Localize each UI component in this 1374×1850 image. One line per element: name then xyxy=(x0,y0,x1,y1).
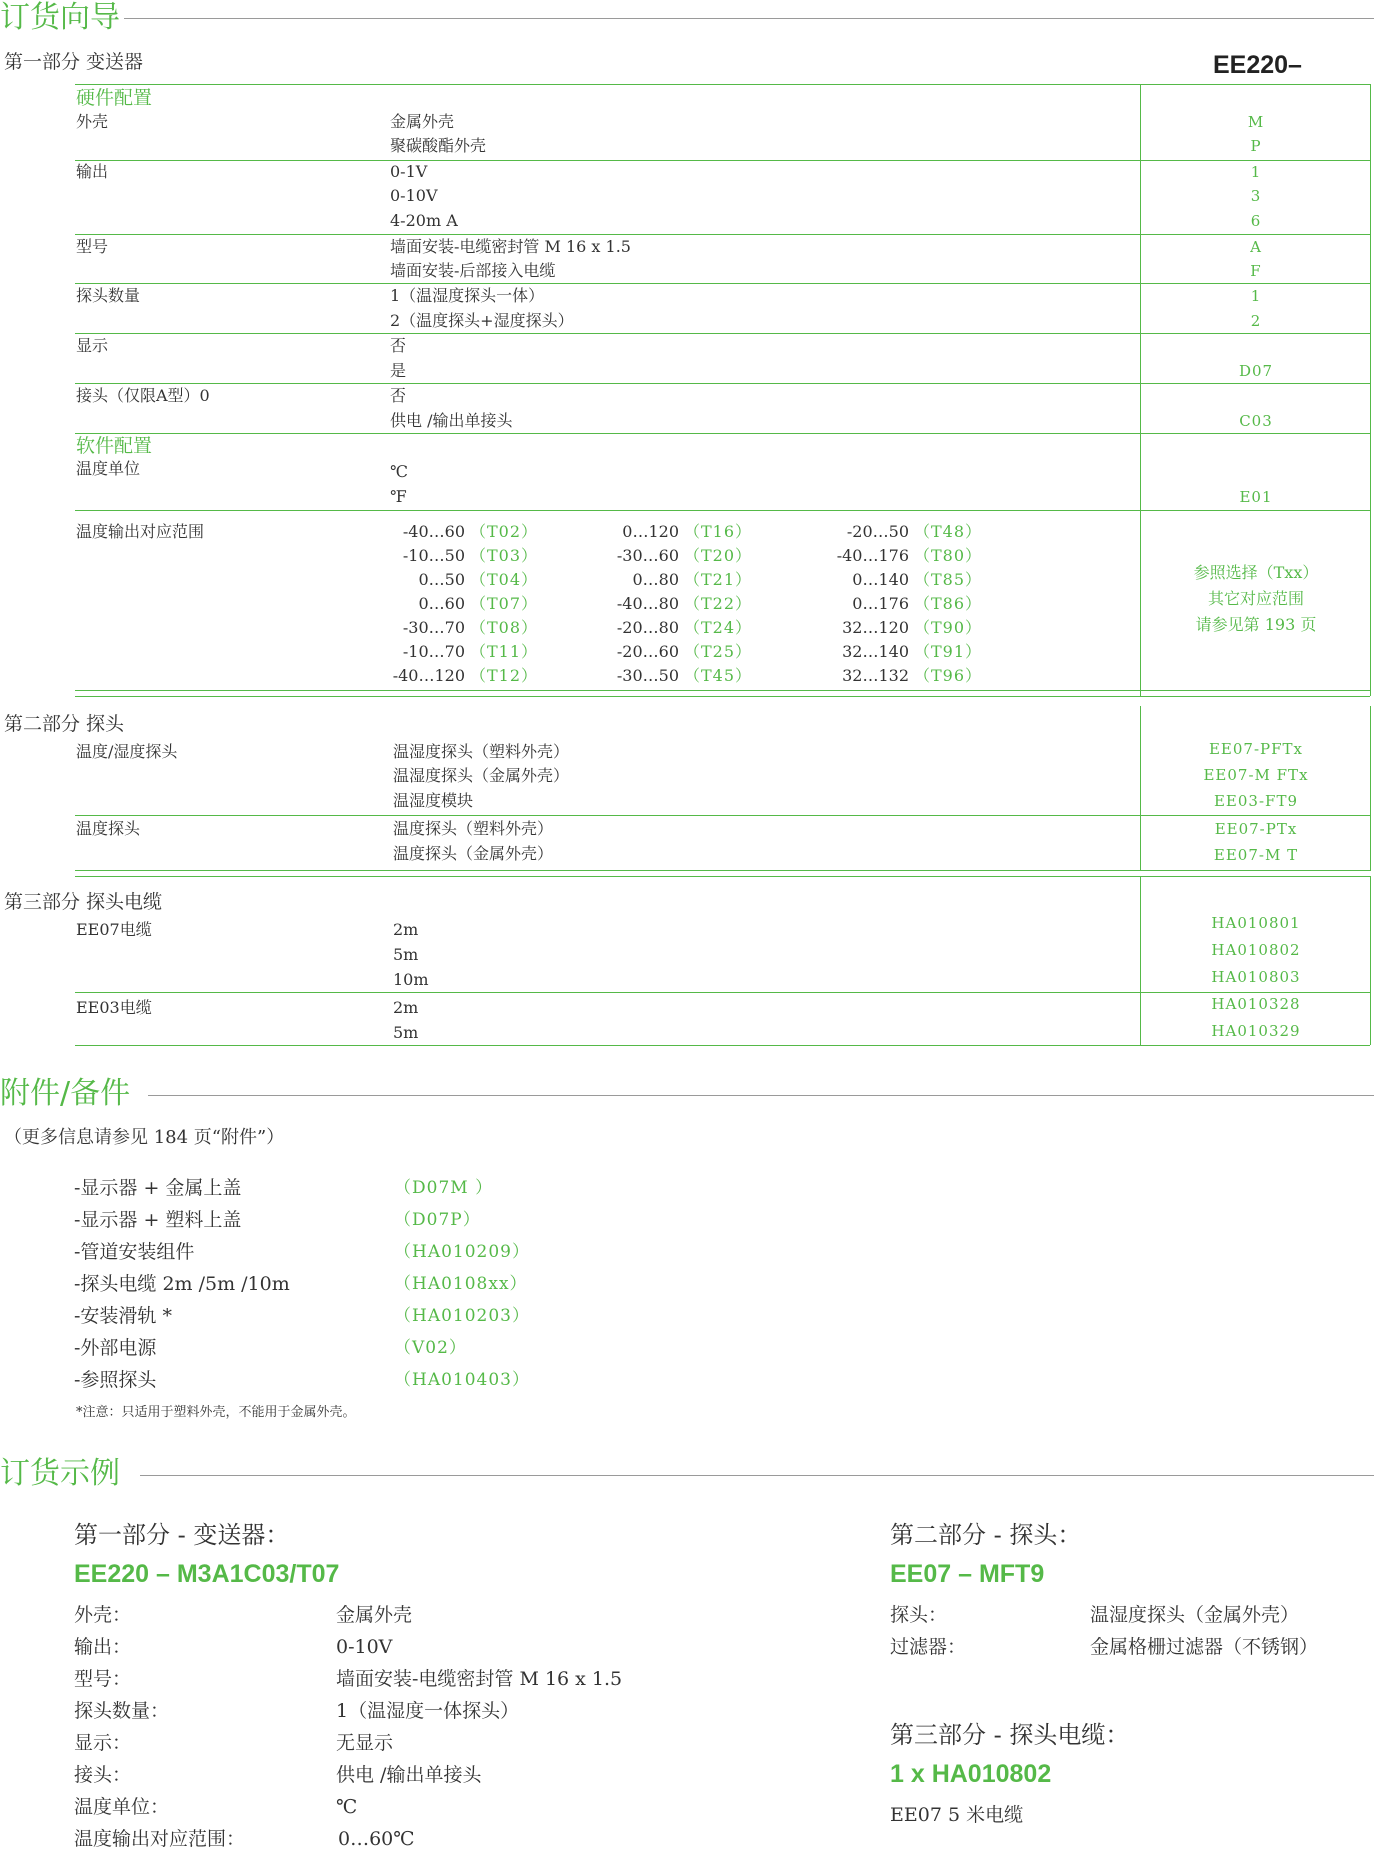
hum-probe-code: EE07-M FTx xyxy=(1203,766,1309,784)
ee07-cable-option: 5m xyxy=(393,945,419,964)
temp-probe-label: 温度探头 xyxy=(76,819,141,838)
range-value: 32…120 xyxy=(842,618,909,637)
accessories-subtitle: （更多信息请参见 184 页“附件”） xyxy=(4,1127,285,1148)
ee07-cable-label: EE07电缆 xyxy=(76,920,152,939)
connector-label: 接头（仅限A型）0 xyxy=(76,386,210,405)
range-code: （T21） xyxy=(684,570,753,589)
code-column-rule xyxy=(1140,876,1141,1045)
temp-unit-label: 温度单位 xyxy=(76,459,141,478)
probes-code: 2 xyxy=(1250,312,1262,330)
range-value: -10…70 xyxy=(402,642,465,661)
example-row-value: 无显示 xyxy=(336,1732,394,1754)
row-rule xyxy=(75,510,1370,511)
example-row-label: 过滤器： xyxy=(890,1636,967,1658)
table-rule xyxy=(75,876,1370,877)
type-option: 墙面安装-电缆密封管 M 16 x 1.5 xyxy=(390,237,631,256)
range-code: （T04） xyxy=(470,570,539,589)
display-option: 是 xyxy=(390,361,407,380)
accessory-item: -参照探头 xyxy=(74,1369,157,1391)
example-row-value: 金属格栅过滤器（不锈钢） xyxy=(1090,1636,1319,1658)
hardware-config-heading: 硬件配置 xyxy=(76,87,153,109)
part2-title: 第二部分 探头 xyxy=(4,713,125,735)
table-rule xyxy=(75,1045,1370,1046)
output-option: 4-20m A xyxy=(390,211,458,230)
accessory-code: （HA010203） xyxy=(394,1306,530,1326)
example-row-label: 温度单位： xyxy=(74,1796,170,1818)
housing-code: P xyxy=(1250,137,1262,155)
range-code: （T02） xyxy=(470,522,539,541)
row-rule xyxy=(75,815,1370,816)
example-row-label: 外壳： xyxy=(74,1604,132,1626)
accessory-item: -显示器 + 塑料上盖 xyxy=(74,1209,242,1231)
range-code: （T20） xyxy=(684,546,753,565)
temp-unit-code: E01 xyxy=(1239,488,1273,506)
example-row-value: 墙面安装-电缆密封管 M 16 x 1.5 xyxy=(336,1668,623,1690)
display-option: 否 xyxy=(390,336,407,355)
table-rule xyxy=(75,870,1370,871)
range-code: （T45） xyxy=(684,666,753,685)
range-value: -30…60 xyxy=(616,546,679,565)
range-value: 0…176 xyxy=(852,594,909,613)
connector-option: 否 xyxy=(390,386,407,405)
type-label: 型号 xyxy=(76,237,109,256)
probes-option: 2（温度探头+湿度探头） xyxy=(390,311,574,330)
row-rule xyxy=(75,992,1370,993)
example-row-value: 温湿度探头（金属外壳） xyxy=(1090,1604,1300,1626)
example-row-label: 接头： xyxy=(74,1764,132,1786)
ee07-cable-code: HA010801 xyxy=(1211,914,1301,932)
range-value: 0…60 xyxy=(418,594,465,613)
ee07-cable-code: HA010802 xyxy=(1211,941,1301,959)
output-label: 输出 xyxy=(76,162,109,181)
hum-probe-option: 温湿度模块 xyxy=(393,791,474,810)
range-code: （T80） xyxy=(914,546,983,565)
range-value: -20…50 xyxy=(846,522,909,541)
housing-code: M xyxy=(1247,113,1265,131)
connector-code: C03 xyxy=(1239,412,1273,430)
example-row-label: 探头： xyxy=(890,1604,948,1626)
example-part3-desc: EE07 5 米电缆 xyxy=(890,1804,1024,1826)
accessory-item: -外部电源 xyxy=(74,1337,157,1359)
section-title-accessories: 附件/备件 xyxy=(0,1076,131,1111)
range-value: -40…120 xyxy=(392,666,465,685)
ee03-cable-label: EE03电缆 xyxy=(76,998,152,1017)
example-row-value: 0…60℃ xyxy=(338,1828,415,1850)
example-row-label: 型号： xyxy=(74,1668,132,1690)
model-prefix: EE220– xyxy=(1213,51,1302,79)
range-note: 其它对应范围 xyxy=(1207,589,1304,608)
example-row-value: 供电 /输出单接头 xyxy=(336,1764,482,1786)
ee03-cable-code: HA010328 xyxy=(1211,995,1301,1013)
range-code: （T48） xyxy=(914,522,983,541)
range-code: （T08） xyxy=(470,618,539,637)
hum-probe-option: 温湿度探头（塑料外壳） xyxy=(393,742,570,761)
range-value: -20…80 xyxy=(616,618,679,637)
housing-option: 金属外壳 xyxy=(390,112,455,131)
code-column-rule xyxy=(1370,876,1371,1045)
output-code: 6 xyxy=(1250,212,1262,230)
housing-label: 外壳 xyxy=(76,112,109,131)
probes-label: 探头数量 xyxy=(76,286,141,305)
range-code: （T86） xyxy=(914,594,983,613)
range-value: 32…140 xyxy=(842,642,909,661)
ee03-cable-code: HA010329 xyxy=(1211,1022,1301,1040)
range-code: （T07） xyxy=(470,594,539,613)
range-value: -40…60 xyxy=(402,522,465,541)
temp-unit-option: ℉ xyxy=(390,487,407,506)
temp-probe-code: EE07-M T xyxy=(1213,846,1299,864)
ee03-cable-option: 2m xyxy=(393,998,419,1017)
type-code: A xyxy=(1250,238,1262,256)
example-part1-code: EE220 – M3A1C03/T07 xyxy=(74,1560,340,1588)
ee07-cable-option: 10m xyxy=(393,970,429,989)
example-part2-code: EE07 – MFT9 xyxy=(890,1560,1045,1588)
section-divider xyxy=(124,18,1374,19)
range-value: -40…80 xyxy=(616,594,679,613)
range-code: （T12） xyxy=(470,666,539,685)
range-code: （T91） xyxy=(914,642,983,661)
type-option: 墙面安装-后部接入电缆 xyxy=(390,261,556,280)
ee07-cable-code: HA010803 xyxy=(1211,968,1301,986)
type-code: F xyxy=(1250,262,1262,280)
example-part3-code: 1 x HA010802 xyxy=(890,1760,1052,1788)
range-value: -30…70 xyxy=(402,618,465,637)
range-value: 0…140 xyxy=(852,570,909,589)
range-code: （T22） xyxy=(684,594,753,613)
example-part3-heading: 第三部分 - 探头电缆： xyxy=(890,1721,1130,1749)
range-value: -40…176 xyxy=(836,546,909,565)
range-note: 请参见第 193 页 xyxy=(1195,615,1317,634)
example-row-label: 温度输出对应范围： xyxy=(74,1828,246,1850)
range-code: （T96） xyxy=(914,666,983,685)
ee07-cable-option: 2m xyxy=(393,920,419,939)
software-config-heading: 软件配置 xyxy=(76,435,153,457)
accessory-code: （HA010403） xyxy=(394,1370,530,1390)
range-code: （T25） xyxy=(684,642,753,661)
accessory-item: -探头电缆 2m /5m /10m xyxy=(74,1273,290,1295)
example-row-value: ℃ xyxy=(336,1796,358,1818)
range-code: （T24） xyxy=(684,618,753,637)
example-row-value: 金属外壳 xyxy=(336,1604,413,1626)
accessory-code: （HA010209） xyxy=(394,1242,530,1262)
accessory-code: （HA0108xx） xyxy=(394,1274,528,1294)
row-rule xyxy=(75,234,1370,235)
temp-probe-code: EE07-PTx xyxy=(1214,820,1298,838)
output-option: 0-10V xyxy=(390,186,438,205)
temp-probe-option: 温度探头（塑料外壳） xyxy=(393,819,554,838)
display-label: 显示 xyxy=(76,336,109,355)
range-value: -20…60 xyxy=(616,642,679,661)
output-code: 1 xyxy=(1250,163,1262,181)
accessory-item: -显示器 + 金属上盖 xyxy=(74,1177,242,1199)
output-code: 3 xyxy=(1250,187,1262,205)
range-code: （T90） xyxy=(914,618,983,637)
row-rule xyxy=(75,160,1370,161)
hum-probe-code: EE07-PFTx xyxy=(1208,740,1304,758)
probes-code: 1 xyxy=(1250,287,1262,305)
example-row-label: 探头数量： xyxy=(74,1700,170,1722)
accessory-code: （D07M ） xyxy=(394,1178,494,1198)
hum-probe-code: EE03-FT9 xyxy=(1213,792,1298,810)
table-rule xyxy=(75,84,1370,85)
section-title-order-guide: 订货向导 xyxy=(0,0,120,35)
range-code: （T85） xyxy=(914,570,983,589)
table-rule xyxy=(75,696,1370,697)
section-divider xyxy=(140,1475,1374,1476)
section-title-order-example: 订货示例 xyxy=(0,1456,120,1491)
accessories-note: *注意：只适用于塑料外壳，不能用于金属外壳。 xyxy=(76,1405,356,1420)
range-code: （T11） xyxy=(470,642,539,661)
range-value: -30…50 xyxy=(616,666,679,685)
example-part2-heading: 第二部分 - 探头： xyxy=(890,1521,1082,1549)
housing-option: 聚碳酸酯外壳 xyxy=(390,136,487,155)
range-note: 参照选择（Txx） xyxy=(1193,563,1319,582)
accessory-item: -安装滑轨 * xyxy=(74,1305,172,1327)
probes-option: 1（温湿度探头一体） xyxy=(390,286,545,305)
row-rule xyxy=(75,433,1370,434)
ee03-cable-option: 5m xyxy=(393,1023,419,1042)
range-code: （T16） xyxy=(684,522,753,541)
temp-range-label: 温度输出对应范围 xyxy=(76,522,205,541)
hum-probe-label: 温度/湿度探头 xyxy=(76,742,178,761)
output-option: 0-1V xyxy=(390,162,428,181)
range-value: 0…50 xyxy=(418,570,465,589)
table-rule xyxy=(75,690,1370,691)
temp-probe-option: 温度探头（金属外壳） xyxy=(393,844,554,863)
example-row-value: 1（温湿度一体探头） xyxy=(336,1700,520,1722)
range-value: 0…80 xyxy=(632,570,679,589)
range-value: 0…120 xyxy=(622,522,679,541)
example-part1-heading: 第一部分 - 变送器： xyxy=(74,1521,290,1549)
example-row-label: 显示： xyxy=(74,1732,132,1754)
part1-title: 第一部分 变送器 xyxy=(4,51,144,73)
display-code: D07 xyxy=(1238,362,1274,380)
hum-probe-option: 温湿度探头（金属外壳） xyxy=(393,766,570,785)
range-code: （T03） xyxy=(470,546,539,565)
connector-option: 供电 /输出单接头 xyxy=(390,411,513,430)
accessory-code: （D07P） xyxy=(394,1210,481,1230)
example-row-value: 0-10V xyxy=(336,1636,393,1658)
range-value: 32…132 xyxy=(842,666,909,685)
row-rule xyxy=(75,283,1370,284)
range-value: -10…50 xyxy=(402,546,465,565)
temp-unit-option: ℃ xyxy=(390,462,408,481)
section-divider xyxy=(148,1095,1374,1096)
accessory-code: （V02） xyxy=(394,1338,467,1358)
part3-title: 第三部分 探头电缆 xyxy=(4,891,163,913)
row-rule xyxy=(75,383,1370,384)
example-row-label: 输出： xyxy=(74,1636,132,1658)
row-rule xyxy=(75,333,1370,334)
accessory-item: -管道安装组件 xyxy=(74,1241,195,1263)
